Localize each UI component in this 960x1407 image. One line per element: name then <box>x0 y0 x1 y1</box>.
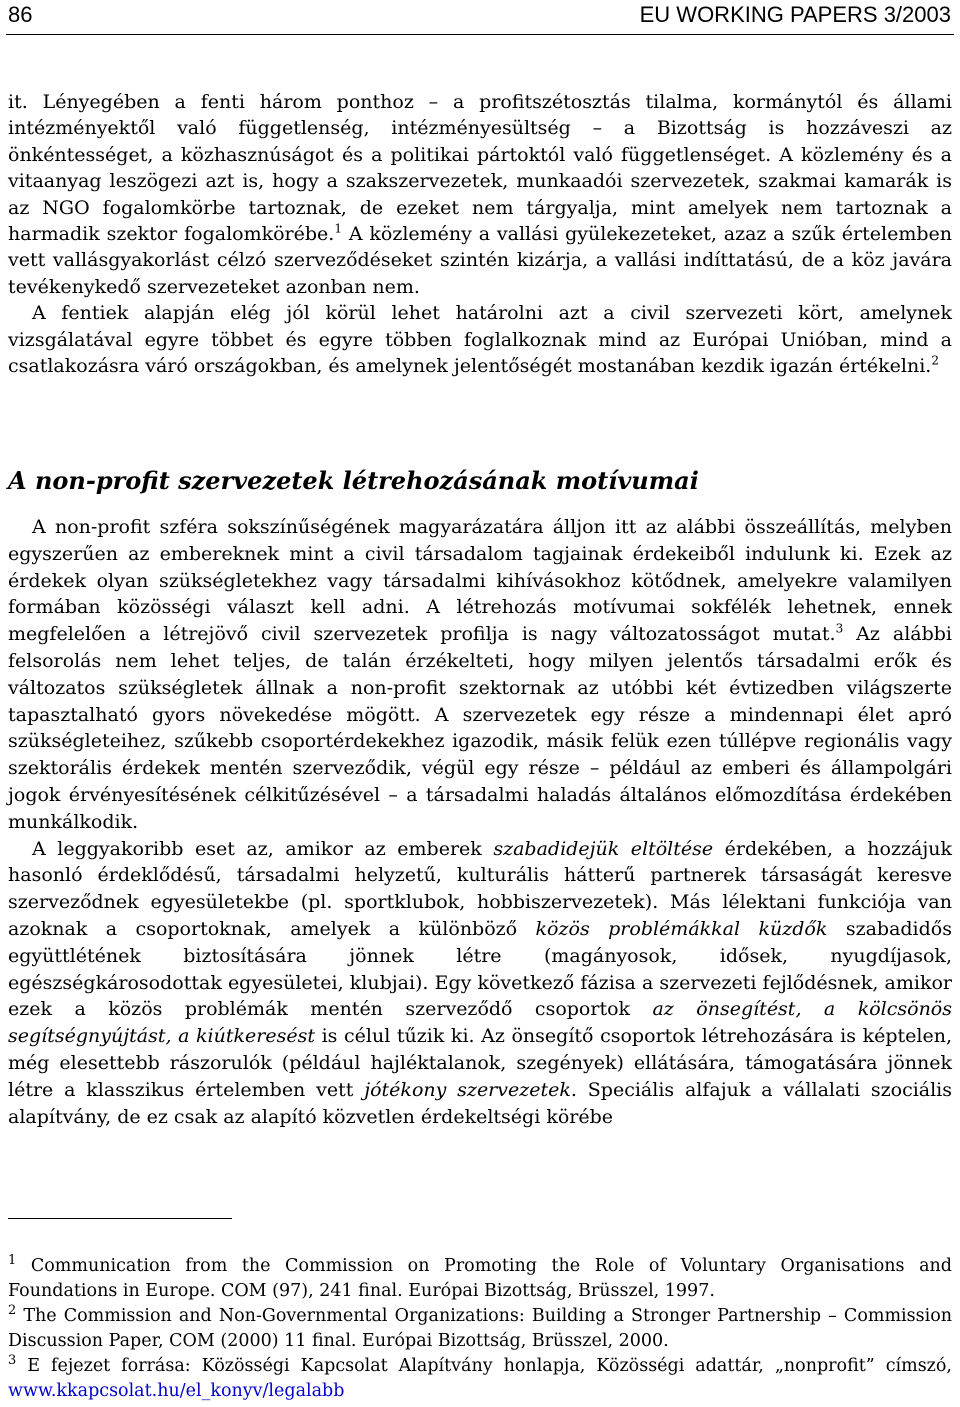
paragraph-text: szabadidős együttlétének biztosítására jönnek létre (magányosok, idősek, nyugdíjasok, egészségkárosodottak egyesületei, klubjai). Egy következő fázisa a szervezeti fejlődésnek, amikor ezek a közös problémák mentén szerveződő csoportok <box>8 917 952 1021</box>
emphasis-text: közös problémákkal küzdők <box>535 917 828 940</box>
footnote-number: 1 <box>8 1253 17 1269</box>
paragraph-text: Az alábbi felsorolás nem lehet teljes, de talán érzékelteti, hogy milyen jelentős társadalmi erők és változatos szükségletek állnak a non-profit szektornak az utóbbi két évtizedben világszerte tapasztalható gyors növekedése mögött. A szervezetek egy része a mindennapi élet apró szükségleteihez, szűkebb csoportérdekekhez igazodik, másik felük ezen túllépve regionális vagy szektorális érdekek mentén szerveződik, végül egy része – például az emberi és állampolgári jogok érvényesítésének célkitűzésével – a társadalmi haladás általános előmozdítása érdekében munkálkodik. <box>8 623 952 833</box>
paragraph <box>8 836 952 1131</box>
footnote-number: 3 <box>8 1353 17 1369</box>
footnote-number: 2 <box>8 1303 17 1319</box>
section-body <box>8 514 952 1130</box>
paragraph <box>8 514 952 836</box>
paragraph-text: A közlemény a vallási gyülekezeteket, azaz a szűk értelemben vett vallásgyakorlást célzó szerveződéseket szintén kizárja, a vallási indíttatású, de a köz javára tevékenykedő szervezeteket azonban nem. <box>8 223 952 298</box>
emphasis-text: az önsegítést, a kölcsönös segítségnyújtást, a kiútkeresést <box>8 998 952 1048</box>
emphasis-text: jótékony szervezetek <box>364 1078 571 1101</box>
paragraph-text: A fentiek alapján elég jól körül lehet határolni azt a civil szervezeti kört, amelynek vizsgálatával egyre többet és egyre többen foglalkoznak mind az Európai Unióban, mind a csatlakozásra váró országokban, és amelynek jelentőségét mostanában kezdik igazán értékelni. <box>8 302 952 378</box>
footnote-text: Communication from the Commission on Promoting the Role of Voluntary Organisations and Foundations in Europe. COM (97), 241 final. Európai Bizottság, Brüsszel, 1997. <box>8 1256 952 1301</box>
running-title: EU WORKING PAPERS 3/2003 <box>639 2 951 27</box>
footnote <box>8 1304 952 1354</box>
footnote-rule <box>8 1218 232 1219</box>
footnote-text: The Commission and Non-Governmental Organizations: Building a Stronger Partnership – Commission Discussion Paper, COM (2000) 11 final. Európai Bizottság, Brüsszel, 2000. <box>8 1306 952 1351</box>
paragraph <box>8 89 952 300</box>
paragraph-text: A non-profit szféra sokszínűségének magyarázatára álljon itt az alábbi összeállítás, melyben egyszerűen az embereknek mint a civil társadalom tagjainak érdekeiből indulunk ki. Ezek az érdekek olyan szükségletekhez vagy társadalmi kihívásokhoz kötődnek, amelyekre valamilyen formában közösségi választ kell adni. A létrehozás motívumai sokfélék lehetnek, ennek megfelelően a létrejövő civil szervezetek profilja is nagy változatosságot mutat. <box>8 516 952 646</box>
footnote <box>8 1354 952 1404</box>
footnote-ref[interactable]: 1 <box>334 221 342 236</box>
page-number: 86 <box>8 2 33 27</box>
source-link[interactable]: www.kkapcsolat.hu/el_konyv/legalabb <box>8 1381 345 1401</box>
section-heading: A non-profit szervezetek létrehozásának motívumai <box>8 466 699 495</box>
paragraph-text: is célul tűzik ki. Az önsegítő csoportok létrehozására is képtelen, még elesettebb rászorulók (például hajléktalanok, szegények) ellátására, támogatására jönnek létre a klasszikus értelemben vett <box>8 1025 952 1101</box>
header-rule <box>6 34 954 35</box>
paragraph-text: . Speciális alfajuk a vállalati szociális alapítvány, de ez csak az alapító közvetlen érdekeltségi körébe <box>8 1078 953 1128</box>
paragraph-text: érdekében, a hozzájuk hasonló érdeklődésű, társadalmi helyzetű, kulturális hátterű partnerek társaságát keresve szerveződnek egyesületekbe (pl. sportklubok, hobbiszervezetek). Más lélektani funkciója van azoknak a csoportoknak, amelyek a különböző <box>8 837 952 940</box>
page-header <box>0 0 960 38</box>
paragraph-text: A leggyakoribb eset az, amikor az emberek <box>32 837 494 860</box>
footnote-text: E fejezet forrása: Közösségi Kapcsolat Alapítvány honlapja, Közösségi adattár, „nonprofit” címszó, <box>16 1356 952 1376</box>
footnote <box>8 1254 952 1304</box>
footnote-ref[interactable]: 2 <box>931 353 939 368</box>
emphasis-text: szabadidejük eltöltése <box>493 837 714 860</box>
body-text <box>8 89 952 379</box>
paragraph-text: it. Lényegében a fenti három ponthoz – a profitszétosztás tilalma, kormánytól és állami intézményektől való függetlenség, intézményesültség – a Bizottság is hozzáveszi az önkéntességet, a közhasznúságot és a politikai pártoktól való függetlenséget. A közlemény és a vitaanyag leszögezi azt is, hogy a szakszervezetek, munkaadói szervezetek, szakmai kamarák is az NGO fogalomkörbe tartoznak, de ezeket nem tárgyalja, mint amelyek nem tartoznak a harmadik szektor fogalomkörébe. <box>8 91 952 246</box>
paragraph <box>8 300 952 379</box>
footnotes <box>8 1254 952 1404</box>
footnote-ref[interactable]: 3 <box>835 621 844 636</box>
